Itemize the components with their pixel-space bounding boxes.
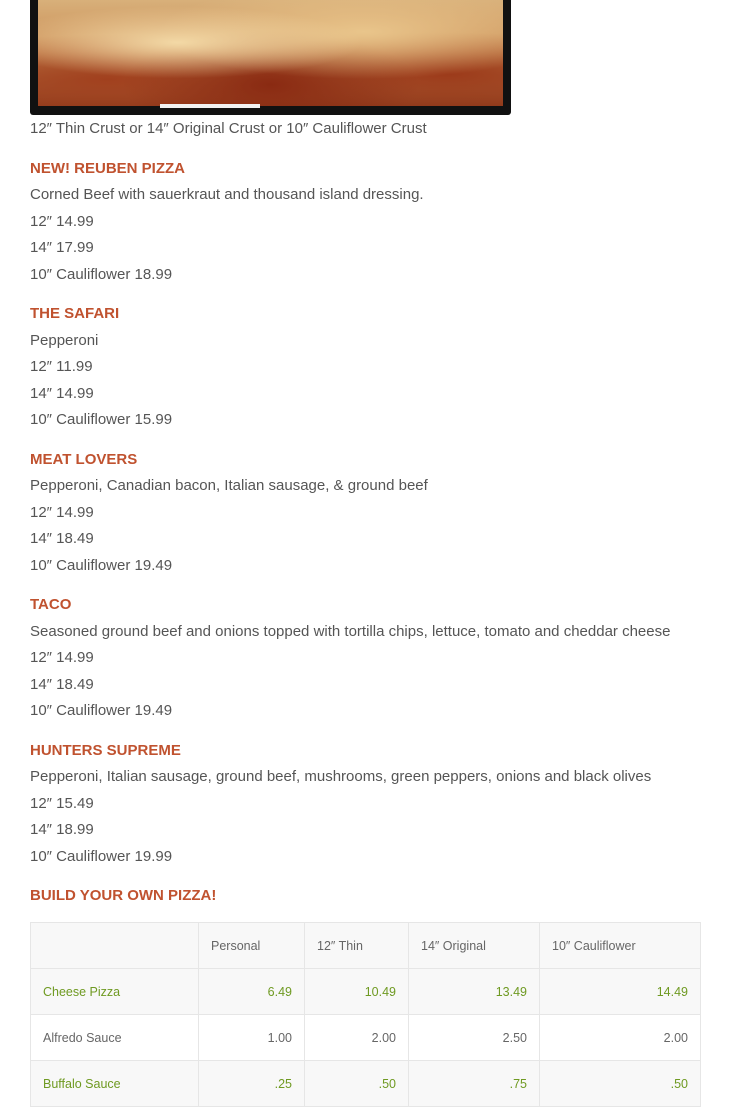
pizza-name: THE SAFARI (30, 305, 120, 322)
pizza-item-safari (30, 301, 710, 434)
pizza-item-meat-lovers (30, 447, 710, 580)
photo-caption-strip (160, 104, 260, 108)
cell-10-cauliflower: 2.00 (540, 1015, 701, 1061)
price-12: 12″ 14.99 (30, 212, 94, 230)
cell-12-thin: 10.49 (305, 969, 409, 1015)
pizza-description: Pepperoni, Italian sausage, ground beef, mushrooms, green peppers, onions and black olives (30, 768, 652, 785)
header-item (31, 923, 199, 969)
price-14: 14″ 17.99 (30, 239, 94, 256)
price-14: 14″ 18.49 (30, 530, 94, 547)
pizza-item-taco (30, 592, 710, 725)
row-label: Cheese Pizza (31, 969, 199, 1015)
price-12: 12″ 14.99 (30, 649, 94, 666)
pizza-name: HUNTERS SUPREME (30, 741, 181, 759)
cell-10-cauliflower: .50 (540, 1061, 701, 1107)
price-14: 14″ 18.49 (30, 675, 94, 693)
pizza-photo-image (38, 0, 503, 106)
price-12: 12″ 11.99 (30, 358, 93, 375)
header-14-original: 14″ Original (409, 923, 540, 969)
pizza-description: Seasoned ground beef and onions topped with tortilla chips, lettuce, tomato and cheddar cheese (30, 622, 671, 640)
cell-10-cauliflower: 14.49 (540, 969, 701, 1015)
cell-personal: 1.00 (199, 1015, 305, 1061)
pizza-name: TACO (30, 596, 72, 613)
price-cauliflower: 10″ Cauliflower 15.99 (30, 411, 173, 428)
table-row (31, 969, 701, 1015)
pizza-item-hunters-supreme (30, 738, 710, 871)
price-14: 14″ 14.99 (30, 384, 94, 402)
cell-12-thin: 2.00 (305, 1015, 409, 1061)
pizza-name: MEAT LOVERS (30, 450, 138, 468)
price-cauliflower: 10″ Cauliflower 19.49 (30, 556, 173, 574)
price-12: 12″ 14.99 (30, 503, 94, 521)
price-cauliflower: 10″ Cauliflower 18.99 (30, 265, 173, 283)
price-cauliflower: 10″ Cauliflower 19.99 (30, 847, 173, 865)
table-header-row (31, 923, 701, 969)
cell-personal: 6.49 (199, 969, 305, 1015)
pizza-description: Corned Beef with sauerkraut and thousand island dressing. (30, 186, 424, 203)
cell-12-thin: .50 (305, 1061, 409, 1107)
build-your-own-table-wrap (30, 922, 700, 1107)
pizza-name: NEW! REUBEN PIZZA (30, 159, 185, 177)
cell-14-original: .75 (409, 1061, 540, 1107)
cell-personal: .25 (199, 1061, 305, 1107)
price-cauliflower: 10″ Cauliflower 19.49 (30, 702, 173, 719)
pizza-description: Pepperoni (30, 331, 99, 349)
build-your-own-price-table (30, 922, 701, 1107)
build-your-own-heading: BUILD YOUR OWN PIZZA! (30, 887, 217, 904)
header-10-cauliflower: 10″ Cauliflower (540, 923, 701, 969)
row-label: Alfredo Sauce (31, 1015, 199, 1061)
price-12: 12″ 15.49 (30, 794, 94, 812)
crust-options: 12″ Thin Crust or 14″ Original Crust or 10″ Cauliflower Crust (30, 120, 427, 137)
pizza-item-reuben (30, 156, 710, 289)
row-label: Buffalo Sauce (31, 1061, 199, 1107)
pizza-photo (30, 0, 511, 115)
price-14: 14″ 18.99 (30, 821, 94, 838)
table-row (31, 1061, 701, 1107)
header-personal: Personal (199, 923, 305, 969)
pizza-description: Pepperoni, Canadian bacon, Italian sausage, & ground beef (30, 477, 428, 494)
header-12-thin: 12″ Thin (305, 923, 409, 969)
cell-14-original: 13.49 (409, 969, 540, 1015)
menu-content (30, 116, 710, 910)
table-row (31, 1015, 701, 1061)
cell-14-original: 2.50 (409, 1015, 540, 1061)
